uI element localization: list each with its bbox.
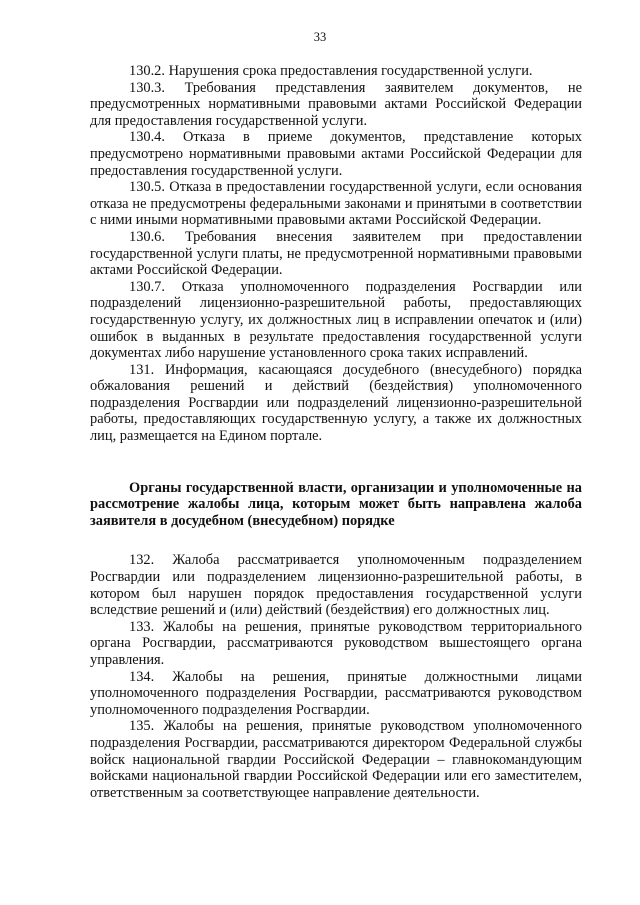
section-heading: Органы государственной власти, организации и уполномоченные на рассмотрение жалобы лица, которым может быть направлена жалоба заявителя в досудебном (внесудебном) порядке bbox=[90, 479, 582, 529]
paragraph-131: 131. Информация, касающаяся досудебного (внесудебного) порядка обжалования решений и действий (бездействия) уполномоченного подразделения Росгвардии или подразделений лицензионно-разрешительной работы, предоставляющих государственную услугу, а также их должностных лиц, размещается на Едином портале. bbox=[90, 361, 582, 445]
spacer bbox=[90, 445, 582, 480]
paragraph-130-7: 130.7. Отказа уполномоченного подразделения Росгвардии или подразделений лицензионно-разрешительной работы, предоставляющих государственную услугу, их должностных лиц в исправлении опечаток и (или) ошибок в выданных в результате предоставления государственной услуги документах либо нарушение установленного срока таких исправлений. bbox=[90, 278, 582, 362]
paragraph-130-2: 130.2. Нарушения срока предоставления государственной услуги. bbox=[129, 63, 533, 79]
page-number: 33 bbox=[313, 30, 327, 44]
paragraph-133: 133. Жалобы на решения, принятые руководством территориального органа Росгвардии, рассматриваются руководством вышестоящего органа управления. bbox=[90, 618, 582, 668]
document-body bbox=[90, 63, 582, 801]
paragraph-134: 134. Жалобы на решения, принятые должностными лицами уполномоченного подразделения Росгвардии, рассматриваются руководством уполномоченного подразделения Росгвардии. bbox=[90, 668, 582, 718]
paragraph-132: 132. Жалоба рассматривается уполномоченным подразделением Росгвардии или подразделением лицензионно-разрешительной работы, в котором был нарушен порядок предоставления государственной услуги вследствие решений и (или) действий (бездействия) его должностных лиц. bbox=[90, 552, 582, 619]
paragraph-130-3: 130.3. Требования представления заявителем документов, не предусмотренных нормативными правовыми актами Российской Федерации для предоставления государственной услуги. bbox=[90, 79, 582, 129]
paragraph-130-6: 130.6. Требования внесения заявителем при предоставлении государственной услуги платы, не предусмотренной нормативными правовыми актами Российской Федерации. bbox=[90, 228, 582, 279]
spacer bbox=[90, 529, 582, 552]
paragraph-130-5: 130.5. Отказа в предоставлении государственной услуги, если основания отказа не предусмотрены федеральными законами и принятыми в соответствии с ними иными нормативными правовыми актами Российской Федерации. bbox=[90, 179, 582, 229]
paragraph-130-4: 130.4. Отказа в приеме документов, представление которых предусмотрено нормативными правовыми актами Российской Федерации для предоставления государственной услуги. bbox=[90, 129, 582, 179]
paragraph-135: 135. Жалобы на решения, принятые руководством уполномоченного подразделения Росгвардии, рассматриваются директором Федеральной службы войск национальной гвардии Российской Федерации – главнокомандующим войсками национальной гвардии Российской Федерации или его заместителем, ответственным за соответствующее направление деятельности. bbox=[90, 718, 582, 801]
